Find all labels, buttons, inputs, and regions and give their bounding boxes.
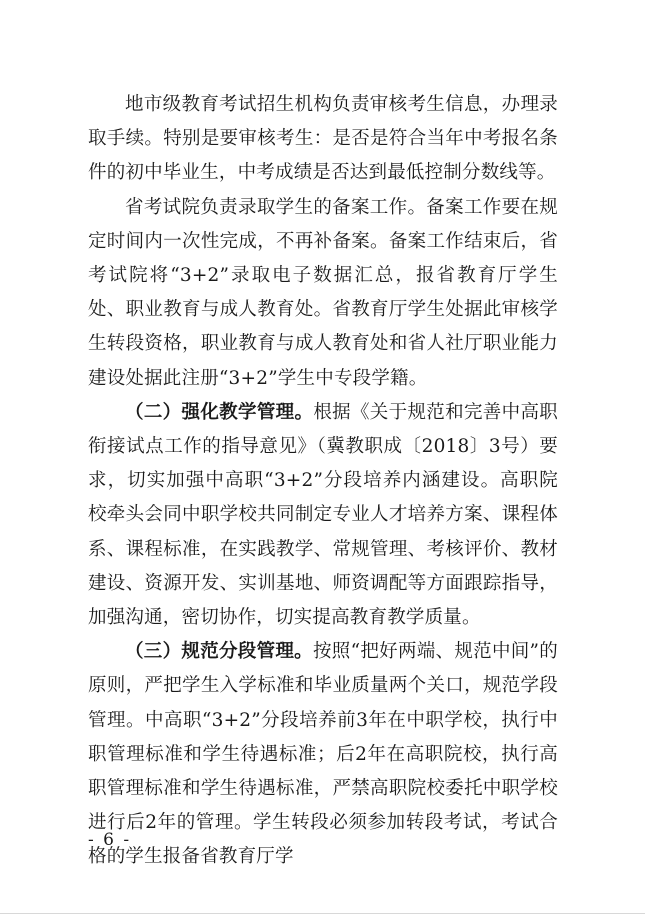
paragraph-teaching-management [88, 396, 558, 635]
paragraph-filing-work [88, 191, 558, 396]
paragraph-stage-management [88, 635, 558, 874]
document-body [88, 88, 558, 875]
page-bottom-edge [0, 913, 645, 914]
paragraph-text: 根据《关于规范和完善中高职衔接试点工作的指导意见》（冀教职成〔2018〕3号）要求，切实加强中高职“3+2”分段培养内涵建设。高职院校牵头会同中职学校共同制定专业人才培养方案、课程体系、课程标准，在实践教学、常规管理、考核评价、教材建设、资源开发、实训基地、师资调配等方面跟踪指导，加强沟通，密切协作，切实提高教育教学质量。 [88, 401, 558, 629]
paragraph-text: 地市级教育考试招生机构负责审核考生信息，办理录取手续。特别是要审核考生：是否是符合当年中考报名条件的初中毕业生，中考成绩是否达到最低控制分数线等。 [88, 94, 558, 184]
page-number: - 6 - [88, 830, 132, 850]
section-heading-teaching: （二）强化教学管理。 [125, 401, 314, 423]
paragraph-text: 按照“把好两端、规范中间”的原则，严把学生入学标准和毕业质量两个关口，规范学段管理。中高职“3+2”分段培养前3年在中职学校，执行中职管理标准和学生待遇标准；后2年在高职院校，执行高职管理标准和学生待遇标准，严禁高职院校委托中职学校进行后2年的管理。学生转段必须参加转段考试，考试合格的学生报备省教育厅学 [88, 641, 558, 868]
paragraph-text: 省考试院负责录取学生的备案工作。备案工作要在规定时间内一次性完成，不再补备案。备案工作结束后，省考试院将“3+2”录取电子数据汇总，报省教育厅学生处、职业教育与成人教育处。省教育厅学生处据此审核学生转段资格，职业教育与成人教育处和省人社厅职业能力建设处据此注册“3+2”学生中专段学籍。 [88, 196, 558, 389]
paragraph-admission-review [88, 88, 558, 191]
section-heading-stage: （三）规范分段管理。 [125, 641, 313, 663]
